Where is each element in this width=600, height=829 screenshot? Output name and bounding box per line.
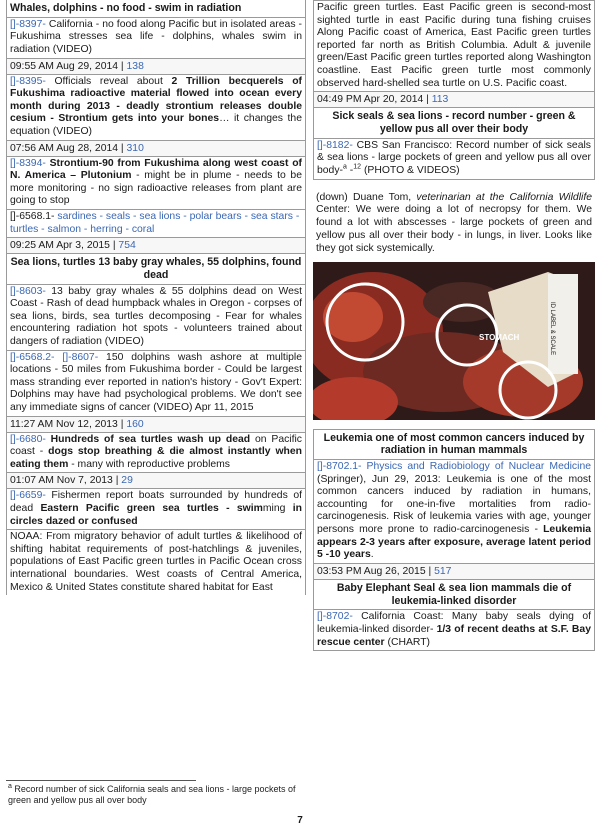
necropsy-photo-drawing <box>313 262 595 420</box>
entry-6568-1: []-6568.1- sardines - seals - sea lions - polar bears - sea stars - turtles - salmon - herring - coral <box>6 209 306 238</box>
footnote: $^a$ Record number of sick California seals and sea lions - large pockets of green and yellow pus all over body <box>8 783 296 805</box>
page-number: 7 <box>297 815 303 826</box>
entry-6659: []-6659- Fishermen report boats surrounded by hundreds of dead Eastern Pacific green sea turtles - swimming in circles dazed or confused <box>6 488 306 530</box>
entry-noaa: NOAA: From migratory behavior of adult turtles & likelihood of shifting habitat requirements of post-hatchlings & juveniles, populations of East Pacific green turtles in Pacific Ocean cross international boundaries. West coasts of Central America, Mexico & United States constitute shared habitat for East <box>6 529 306 595</box>
right-column <box>313 0 595 651</box>
entry-8607: []-6568.2- []-8607- 150 dolphins wash ashore at multiple locations - 50 miles from Fukushima border - Could be largest mass stranding ever reported in nation's history - Gov't Expert: Dolphins may have had psychological problems. We don't see any immediate signs of cancer (VIDEO) Apr 11, 2015 <box>6 350 306 417</box>
count-link[interactable]: 754 <box>118 240 136 252</box>
entry-8394: []-8394- Strontium-90 from Fukushima along west coast of N. America – Plutonium - might be in plume - needs to be more monitoring - no sign radioactive releases from plant are going to stop <box>6 156 306 210</box>
count-link[interactable]: 517 <box>434 565 452 577</box>
ref-link[interactable]: []-8702- <box>317 611 353 623</box>
ref-link[interactable]: []-8397- <box>10 18 46 30</box>
footnote-divider <box>6 780 196 781</box>
count-link[interactable]: 113 <box>431 94 449 106</box>
stomach-label: STOMACH <box>479 332 520 342</box>
left-column <box>6 0 306 595</box>
scale-label: ID LABEL & SCALE <box>549 301 555 355</box>
timestamp-row: 01:07 AM Nov 7, 2013 | 29 <box>6 472 306 489</box>
timestamp-row: 07:56 AM Aug 28, 2014 | 310 <box>6 140 306 157</box>
ref-link[interactable]: []-6568.2- []-8607- <box>10 351 99 363</box>
section-heading-sea-lions: Sea lions, turtles 13 baby gray whales, 55 dolphins, found dead <box>6 253 306 285</box>
section-heading-whales: Whales, dolphins - no food - swim in radiation <box>6 0 306 18</box>
ref-link[interactable]: []-8702.1- Physics and Radiobiology of Nuclear Medicine <box>317 461 591 473</box>
ref-link[interactable]: []-6680- <box>10 433 46 445</box>
section-heading-elephant-seal: Baby Elephant Seal & sea lion mammals die of leukemia-linked disorder <box>313 579 595 611</box>
necropsy-photo <box>313 262 595 420</box>
ref-link[interactable]: []-8394- <box>10 157 46 169</box>
entry-8702-1: []-8702.1- Physics and Radiobiology of Nuclear Medicine (Springer), Jun 29, 2013: Leukemia is one of the most common cancers induced by radiation in humans, accounting for one-in-five mortalities from radio-carcinogenesis. Risk of leukemia varies with age, younger persons more prone to radio-carcinogenesis - Leukemia appears 2-3 years after exposure, average latent period 5 -10 years. <box>313 459 595 564</box>
timestamp-row: 03:53 PM Aug 26, 2015 | 517 <box>313 563 595 580</box>
timestamp-row: 09:25 AM Apr 3, 2015 | 754 <box>6 237 306 254</box>
entry-8395: []-8395- Officials reveal about 2 Trillion becquerels of Fukushima radioactive material flowed into ocean every month during 2013 - deadly strontium releases double cesium - Strontium gets into your bones… it changes the equation (VIDEO) <box>6 74 306 141</box>
vet-quote: (down) Duane Tom, veterinarian at the California Wildlife Center: We were doing a lot of necropsy for them. We found a lot with abscesses - large pockets of green and yellow pus all over their body - in lungs, in liver. Looks like they got sick systemically. <box>316 191 592 254</box>
entry-8702: []-8702- California Coast: Many baby seals dying of leukemia-linked disorder- 1/3 of recent deaths at S.F. Bay rescue center (CHART) <box>313 609 595 651</box>
count-link[interactable]: 310 <box>126 142 144 154</box>
count-link[interactable]: 138 <box>126 60 144 72</box>
ref-link[interactable]: []-6659- <box>10 490 46 502</box>
entry-8603: []-8603- 13 baby gray whales & 55 dolphins dead on West Coast - Rash of dead humpback whales in Oregon - corpses of sea lions, birds, sea turtles decomposing - Fear for whales encountering radiation hot spots - volunteers trained about dangers of radiation (VIDEO) <box>6 284 306 351</box>
entry-continued: Pacific green turtles. East Pacific green is second-most sighted turtle in east Pacific during tuna fishing cruises Along Pacific coast of America, East Pacific green turtles reported far north as British Columbia. Adult & juvenile green/East Pacific green turtles reported along Washington coastline. East Pacific green turtle most commonly observed hard-shelled sea turtle on U.S. Pacific coast. <box>313 0 595 92</box>
count-link[interactable]: 29 <box>121 475 133 487</box>
count-link[interactable]: 160 <box>126 418 144 430</box>
entry-8397: []-8397- California - no food along Pacific but in isolated areas - Fukushima stresses sea life - dolphins, whales swim in radiation (VIDEO) <box>6 17 306 59</box>
entry-6680: []-6680- Hundreds of sea turtles wash up dead on Pacific coast - dogs stop breathing & die almost instantly when eating them - many with reproductive problems <box>6 432 306 474</box>
ref-link[interactable]: []-8182- <box>317 139 353 151</box>
timestamp-row: 04:49 PM Apr 20, 2014 | 113 <box>313 91 595 108</box>
entry-8182: []-8182- CBS San Francisco: Record number of sick seals & sea lions - large pockets of green and yellow pus all over body-$^a$ -$^{12}$ (PHOTO & VIDEOS) <box>313 138 595 180</box>
timestamp-row: 09:55 AM Aug 29, 2014 | 138 <box>6 58 306 75</box>
timestamp-row: 11:27 AM Nov 12, 2013 | 160 <box>6 416 306 433</box>
ref-link[interactable]: []-8603- <box>10 285 46 297</box>
ref-link[interactable]: []-8395- <box>10 75 46 87</box>
species-links[interactable]: sardines - seals - sea lions - polar bears - sea stars - turtles - salmon - herring - coral <box>10 210 300 235</box>
section-heading-leukemia: Leukemia one of most common cancers induced by radiation in human mammals <box>313 429 595 461</box>
section-heading-sick-seals: Sick seals & sea lions - record number - green & yellow pus all over their body <box>313 107 595 139</box>
